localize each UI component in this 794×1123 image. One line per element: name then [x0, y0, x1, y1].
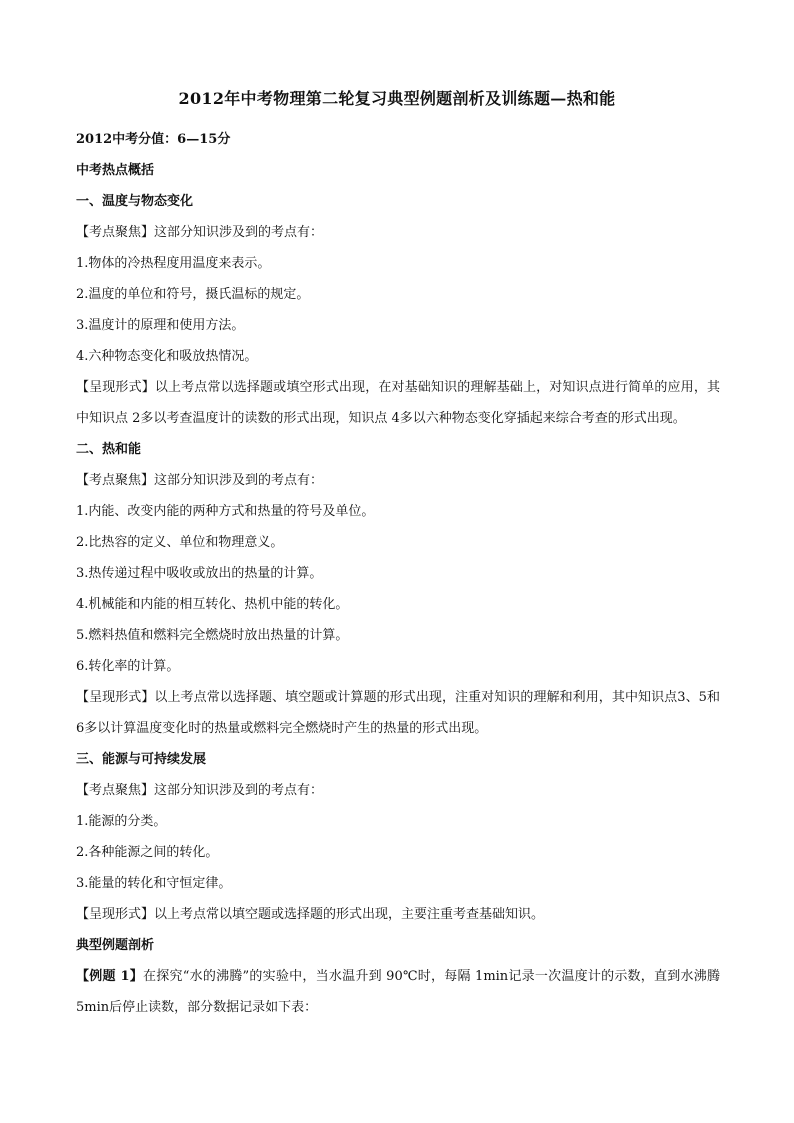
form-paragraph — [76, 899, 720, 930]
focus-text: 这部分知识涉及到的考点有： — [154, 783, 324, 798]
point-item: 1.物体的冷热程度用温度来表示。 — [76, 256, 271, 271]
point-item: 2.比热容的定义、单位和物理意义。 — [76, 535, 284, 550]
point-item: 6.转化率的计算。 — [76, 659, 180, 674]
focus-tag: 【考点聚焦】 — [76, 473, 155, 488]
form-text: 以上考点常以填空题或选择题的形式出现，主要注重考查基础知识。 — [154, 907, 545, 922]
section-heading: 二、热和能 — [76, 442, 142, 457]
focus-text: 这部分知识涉及到的考点有： — [154, 473, 324, 488]
point-item: 4.六种物态变化和吸放热情况。 — [76, 349, 258, 364]
focus-tag: 【考点聚焦】 — [76, 225, 155, 240]
form-text: 以上考点常以选择题、填空题或计算题的形式出现，注重对知识的理解和利用，其中知识点3、5和 6多以计算温度变化时的热量或燃料完全燃烧时产生的热量的形式出现。 — [76, 690, 720, 736]
example-text: 在探究“水的沸腾”的实验中，当水温升到 90℃时，每隔 1min记录一次温度计的示数，直到水沸腾 5min后停止读数，部分数据记录如下表： — [76, 969, 720, 1015]
focus-line — [76, 465, 720, 496]
example-paragraph — [76, 961, 720, 1023]
score-line: 2012中考分值：6—15分 — [76, 132, 231, 147]
point-item: 4.机械能和内能的相互转化、热机中能的转化。 — [76, 597, 349, 612]
point-item: 2.各种能源之间的转化。 — [76, 845, 219, 860]
point-item: 3.能量的转化和守恒定律。 — [76, 876, 232, 891]
form-text: 以上考点常以选择题或填空形式出现，在对基础知识的理解基础上，对知识点进行简单的应用，其中知识点 2多以考查温度计的读数的形式出现，知识点 4多以六种物态变化穿插起来综合考查的形式出现。 — [76, 380, 720, 426]
point-item: 1.能源的分类。 — [76, 814, 167, 829]
point-item: 1.内能、改变内能的两种方式和热量的符号及单位。 — [76, 504, 375, 519]
form-paragraph — [76, 682, 720, 744]
example-tag: 【例题 1】 — [76, 969, 143, 984]
point-item: 5.燃料热值和燃料完全燃烧时放出热量的计算。 — [76, 628, 349, 643]
form-tag: 【呈现形式】 — [76, 690, 155, 705]
document-body — [76, 124, 720, 1023]
form-tag: 【呈现形式】 — [76, 907, 155, 922]
focus-tag: 【考点聚焦】 — [76, 783, 155, 798]
form-paragraph — [76, 372, 720, 434]
point-item: 3.热传递过程中吸收或放出的热量的计算。 — [76, 566, 323, 581]
point-item: 2.温度的单位和符号，摄氏温标的规定。 — [76, 287, 310, 302]
section-heading: 三、能源与可持续发展 — [76, 752, 207, 767]
document-title: 2012年中考物理第二轮复习典型例题剖析及训练题—热和能 — [178, 89, 616, 108]
form-tag: 【呈现形式】 — [76, 380, 155, 395]
focus-text: 这部分知识涉及到的考点有： — [154, 225, 324, 240]
point-item: 3.温度计的原理和使用方法。 — [76, 318, 245, 333]
section-heading: 一、温度与物态变化 — [76, 194, 194, 209]
focus-line — [76, 775, 720, 806]
examples-heading: 典型例题剖析 — [76, 938, 155, 953]
focus-line — [76, 217, 720, 248]
overview-heading: 中考热点概括 — [76, 163, 155, 178]
